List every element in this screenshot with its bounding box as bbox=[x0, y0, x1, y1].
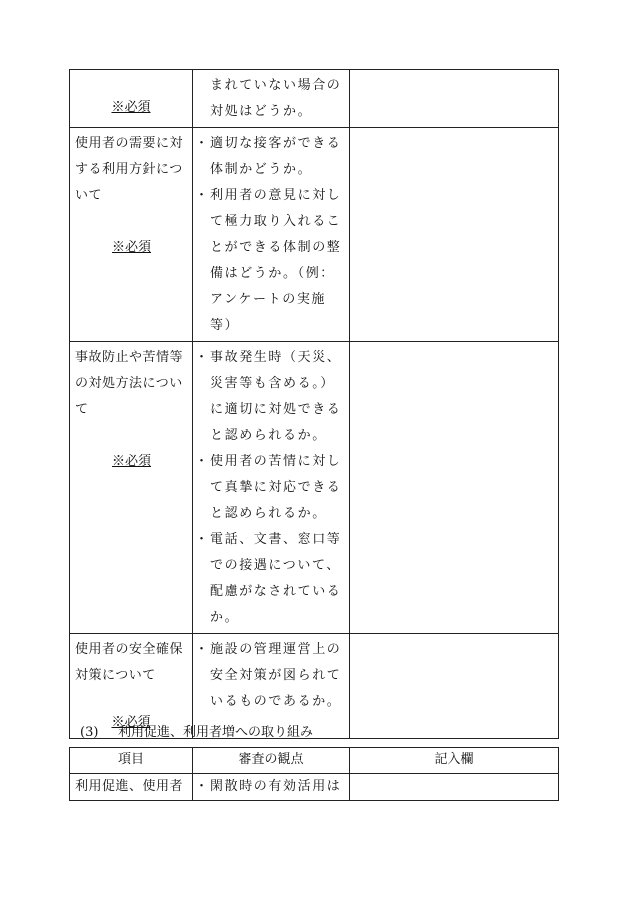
viewpoint-continued-text: まれていない場合の対処はどうか。 bbox=[210, 78, 342, 119]
item-text: 事故防止や苦情等の対処方法について bbox=[75, 350, 184, 417]
required-mark: ※必須 bbox=[111, 454, 151, 469]
required-mark: ※必須 bbox=[111, 715, 151, 730]
viewpoint-cell bbox=[193, 128, 350, 342]
viewpoint-item: ・ 電話、文書、窓口等での接遇について、配慮がなされているか。 bbox=[198, 527, 345, 631]
item-cell: 利用促進、使用者 bbox=[70, 774, 193, 801]
entry-cell[interactable] bbox=[350, 70, 559, 128]
column-header-viewpoint: 審査の観点 bbox=[193, 748, 350, 774]
required-mark: ※必須 bbox=[111, 100, 151, 115]
section-number: (3) bbox=[80, 725, 99, 740]
table-row bbox=[70, 128, 559, 342]
column-header-entry: 記入欄 bbox=[350, 748, 559, 774]
item-cell bbox=[70, 342, 193, 634]
viewpoint-item: ・ 閑散時の有効活用は bbox=[198, 774, 345, 800]
viewpoint-item: ・ 適切な接客ができる体制かどうか。 bbox=[198, 131, 345, 183]
evaluation-table-3 bbox=[69, 747, 559, 801]
section-title-text: 利用促進、利用者増への取り組み bbox=[118, 725, 314, 740]
table-row bbox=[70, 342, 559, 634]
table-header-row bbox=[70, 748, 559, 774]
entry-cell[interactable] bbox=[350, 342, 559, 634]
entry-cell[interactable] bbox=[350, 774, 559, 801]
entry-cell[interactable] bbox=[350, 634, 559, 739]
item-text: 使用者の安全確保対策について bbox=[75, 642, 184, 683]
viewpoint-cell bbox=[193, 70, 350, 128]
viewpoint-cell bbox=[193, 342, 350, 634]
item-cell bbox=[70, 128, 193, 342]
viewpoint-item: ・ 利用者の意見に対して極力取り入れることができる体制の整備はどうか。（例：アンケートの実施等） bbox=[198, 183, 345, 339]
section-heading bbox=[80, 724, 313, 742]
table-row bbox=[70, 774, 559, 801]
item-cell bbox=[70, 70, 193, 128]
table-row bbox=[70, 70, 559, 128]
entry-cell[interactable] bbox=[350, 128, 559, 342]
required-mark: ※必須 bbox=[111, 240, 151, 255]
column-header-item: 項目 bbox=[70, 748, 193, 774]
viewpoint-item: ・ 施設の管理運営上の安全対策が図られているものであるか。 bbox=[198, 637, 345, 715]
viewpoint-item: ・ 使用者の苦情に対して真摯に対応できると認められるか。 bbox=[198, 449, 345, 527]
item-text: 使用者の需要に対する利用方針について bbox=[75, 136, 184, 203]
item-cell bbox=[70, 634, 193, 739]
table-row bbox=[70, 634, 559, 739]
viewpoint-cell bbox=[193, 634, 350, 739]
viewpoint-item: ・ 事故発生時（天災、災害等も含める。）に適切に対処できると認められるか。 bbox=[198, 345, 345, 449]
evaluation-table bbox=[69, 69, 559, 739]
viewpoint-cell bbox=[193, 774, 350, 801]
